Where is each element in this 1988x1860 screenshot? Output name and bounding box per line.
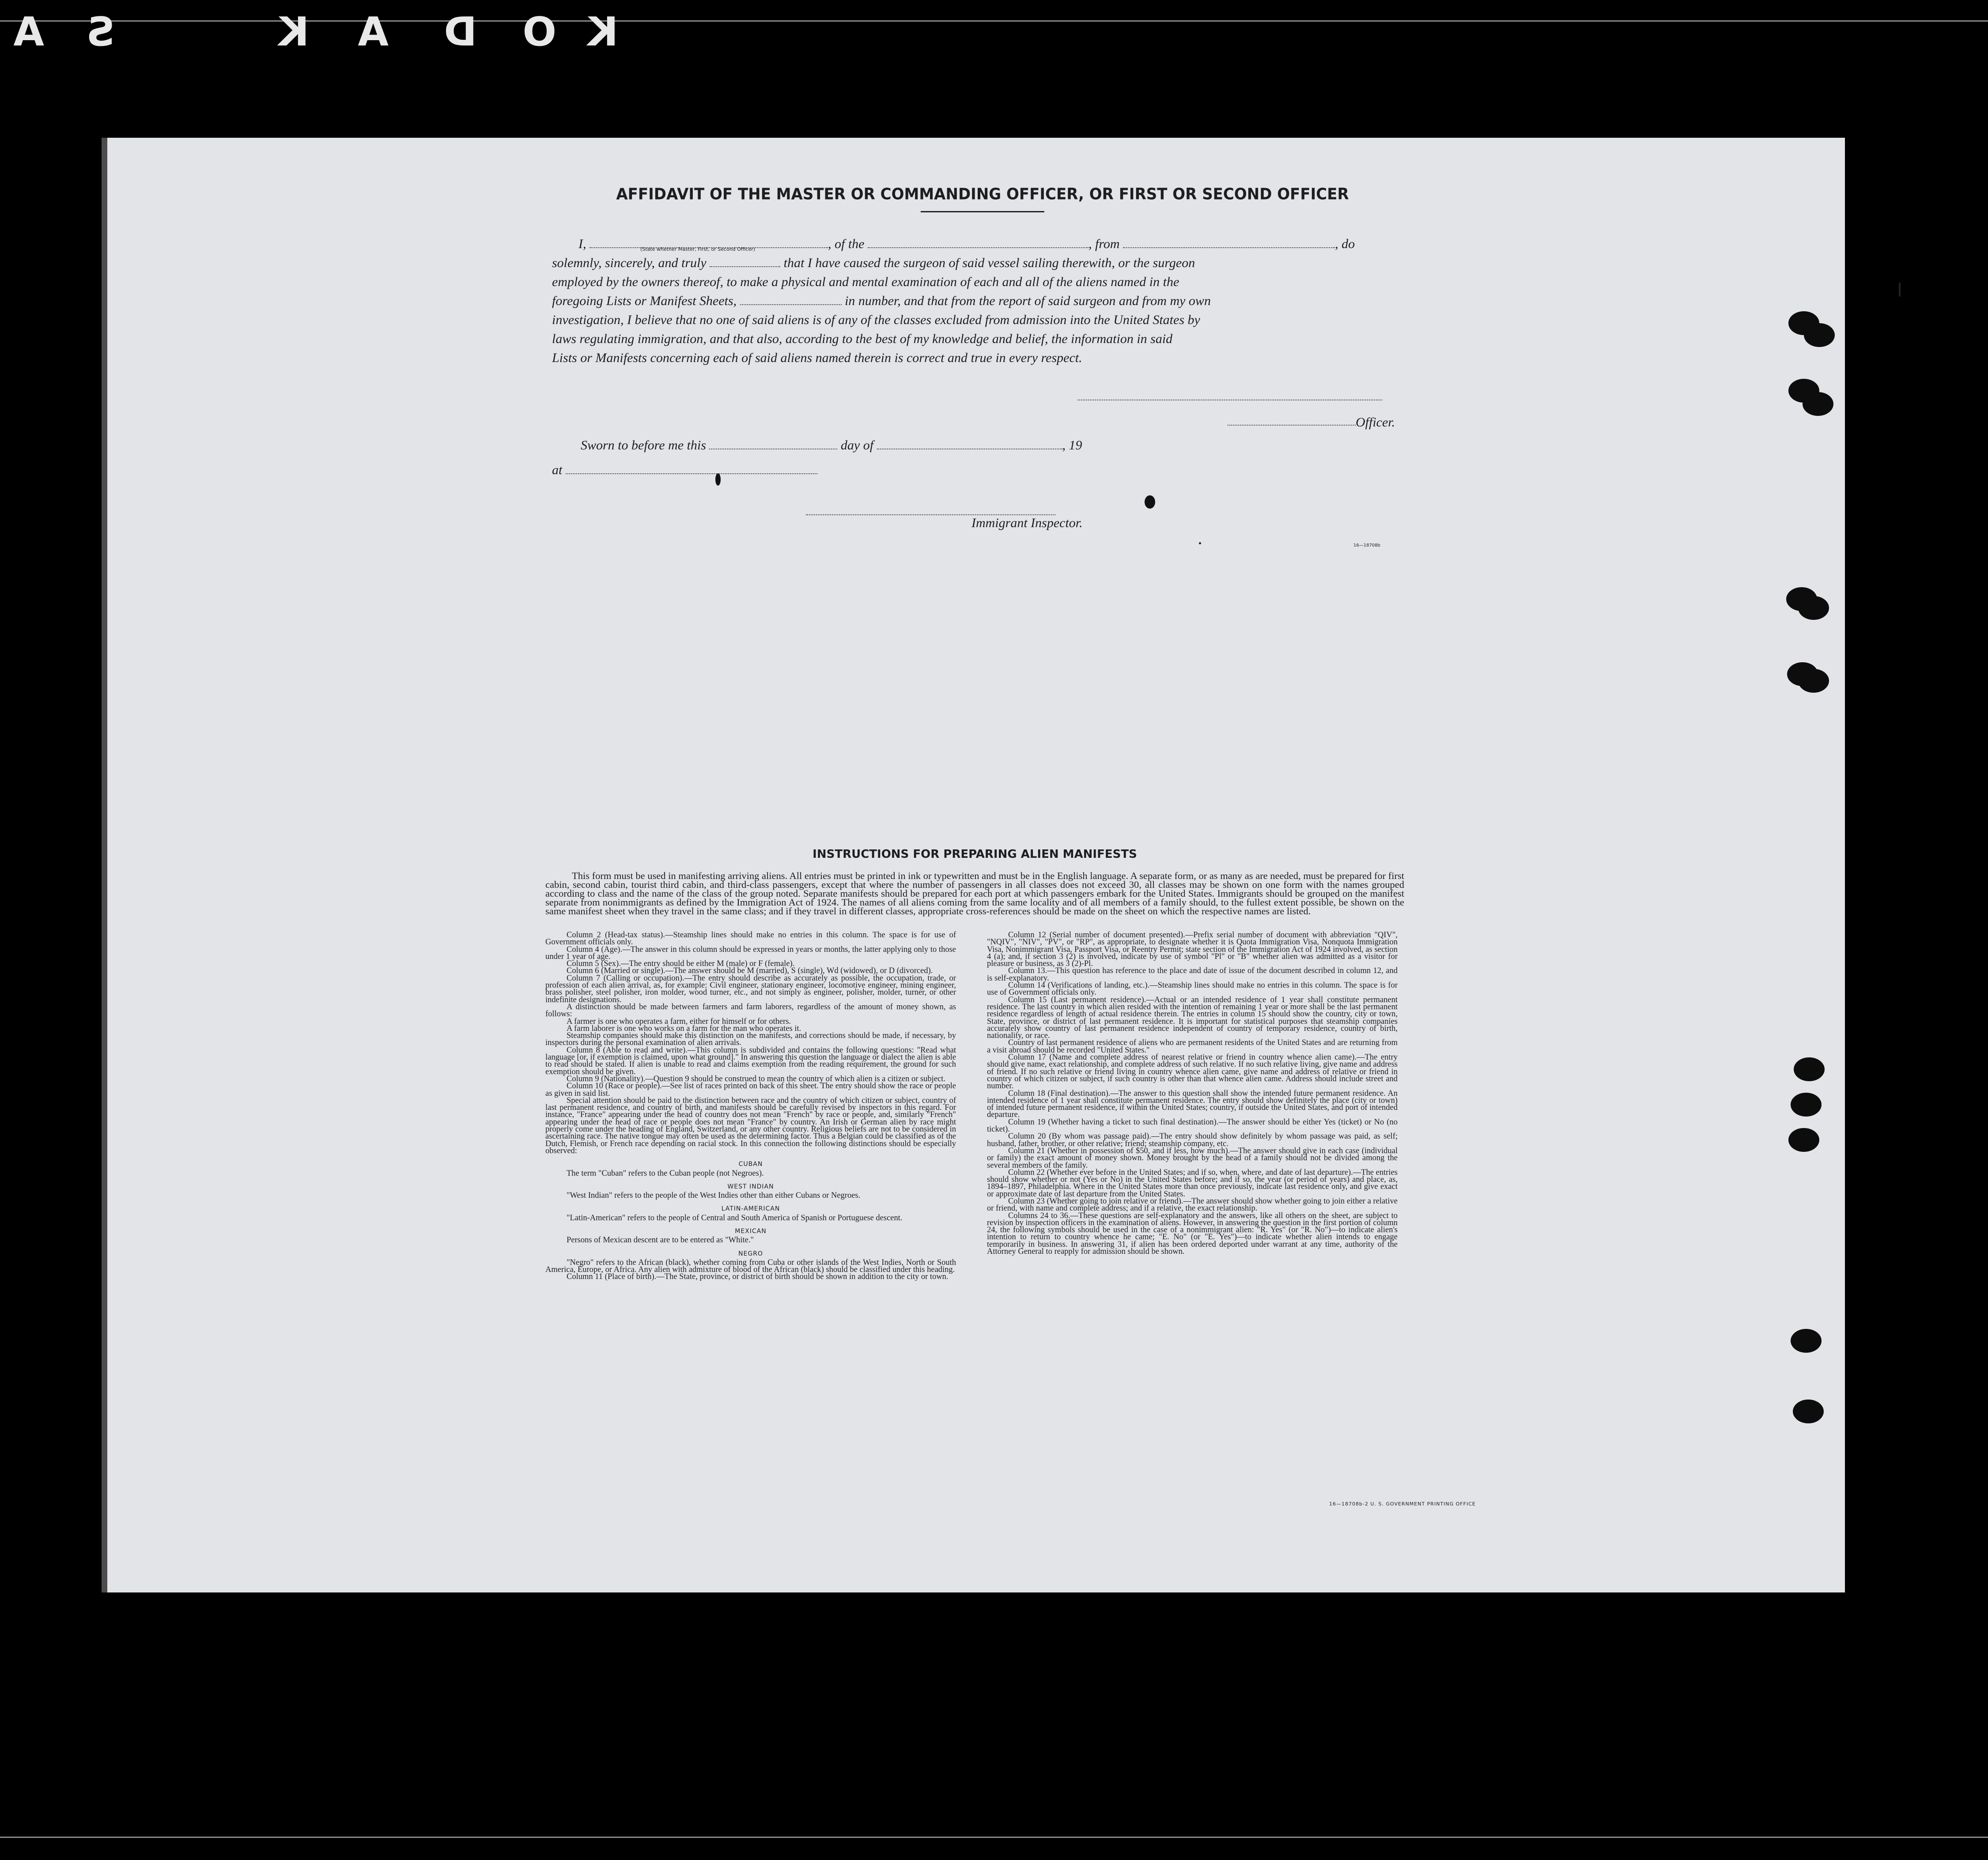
instruction-paragraph: Column 6 (Married or single).—The answer should be M (married), S (single), Wd (widowed), or D (divorced). (567, 966, 933, 976)
definition-text: Persons of Mexican descent are to be entered as "White." (567, 1236, 754, 1245)
instruction-paragraph: Column 15 (Last permanent residence).—Actual or an intended residence of 1 year shall constitute permanent residence. The last country in which alien resided with the intention of remaining 1 year or more shall be the last permanent residence regardless of length of actual residence therein. The entries in column 15 should show the country, city or town, State, province, or district of last permanent residence. It is important for statistical purposes that steamship companies accurately show country of last permanent residence independent of country of temporary residence, country of birth, nationality, or race. (987, 995, 1398, 1041)
instruction-paragraph: Column 18 (Final destination).—The answer to this question shall show the intended future permanent residence. An intended residence of 1 year shall constitute permanent residence. The entry should show definitely the place (city or town) of intended future permanent residence, if within the United States; country, if outside the United States, and port of intended departure. (987, 1089, 1398, 1120)
film-edge-char: D (431, 9, 477, 55)
instruction-paragraph: Column 7 (Calling or occupation).—The entry should describe as accurately as possible, the occupation, trade, or profession of each alien arrival, as, for example: Civil engineer, stationary engineer, locomotive engineer, mining engineer, brass polisher, steel polisher, iron molder, wood turner, etc., and not simply as engineer, polisher, molder, turner, or other indefinite designations. (545, 973, 956, 1004)
film-edge-char: S (73, 9, 115, 55)
punch-hole (1788, 1128, 1819, 1152)
affidavit-text: I, (578, 237, 586, 251)
sheet-shadow (102, 138, 108, 1592)
officer-signature-line[interactable] (1228, 425, 1356, 426)
instruction-paragraph: Column 20 (By whom was passage paid).—The entry should show definitely by whom passage was paid, as self; husband, father, brother, or other relative; friend; steamship company, etc. (987, 1132, 1398, 1148)
punch-hole (1804, 323, 1835, 347)
affidavit-text: , of the (828, 237, 865, 251)
instruction-paragraph: Country of last permanent residence of aliens who are permanent residents of the United States and are returning from a visit abroad should be recorded "United States." (987, 1038, 1398, 1055)
port-field[interactable] (1123, 238, 1335, 248)
day-field[interactable] (709, 439, 837, 449)
sworn-text: , 19 (1062, 438, 1082, 453)
instruction-paragraph: Column 13.—This question has reference to the place and date of issue of the document described in column 12, and is self-explanatory. (987, 966, 1398, 983)
instruction-paragraph: Column 22 (Whether ever before in the United States; and if so, when, where, and date of last departure).—The entries should show whether or not (Yes or No) in the United States before; and if so, the year (or period of years) and place, as, 1894–1897, Philadelphia. Where in the United States more than once previously, indicate last residence only, and give exact or approximate date of last departure from the United States. (987, 1168, 1398, 1199)
affidavit-text: in number, and that from the report of said surgeon and from my own (845, 294, 1211, 308)
film-edge-print (0, 9, 618, 57)
affidavit-title: AFFIDAVIT OF THE MASTER OR COMMANDING OFFICER, OR FIRST OR SECOND OFFICER (616, 185, 1349, 204)
definition-heading: NEGRO (738, 1250, 763, 1257)
punch-hole (1791, 1093, 1822, 1117)
instruction-paragraph: Column 10 (Race or people).—See list of races printed on back of this sheet. The entry should show the race or people as given in said list. (545, 1082, 956, 1098)
punch-hole (1794, 1057, 1825, 1081)
instruction-paragraph: A distinction should be made between farmers and farm laborers, regardless of the amount of money shown, as follows: (545, 1002, 956, 1019)
instruction-paragraph: Steamship companies should make this distinction on the manifests, and corrections should be made, if necessary, by inspectors during the personal examination of alien arrivals. (545, 1031, 956, 1048)
affidavit-section (552, 185, 1413, 367)
definition-text: "Latin-American" refers to the people of Central and South America of Spanish or Portuguese descent. (567, 1213, 903, 1222)
instruction-paragraph: Column 5 (Sex).—The entry should be either M (male) or F (female). (567, 959, 795, 969)
film-edge-char: A (0, 9, 44, 55)
sworn-text: day of (840, 438, 874, 453)
rank-note: (State whether Master, First, or Second Officer) (640, 246, 756, 252)
ink-spot (715, 473, 721, 486)
month-field[interactable] (877, 439, 1062, 449)
definition-heading: LATIN-AMERICAN (721, 1205, 780, 1213)
instructions-section (545, 848, 1404, 1461)
definition-text: The term "Cuban" refers to the Cuban people (not Negroes). (567, 1169, 764, 1178)
sworn-text: Sworn to before me this (581, 438, 706, 453)
instruction-paragraph: Column 23 (Whether going to join relative or friend).—The answer should show whether going to join either a relative or friend, with name and complete address; and if a relative, the exact relationship. (987, 1196, 1398, 1213)
sheet-count-field[interactable] (740, 294, 842, 305)
title-rule (921, 211, 1044, 212)
definition-text: "West Indian" refers to the people of the West Indies other than either Cubans or Negroes. (567, 1191, 861, 1200)
definition-heading: MEXICAN (735, 1227, 767, 1235)
affidavit-text: , from (1088, 237, 1120, 251)
instruction-paragraph: Column 12 (Serial number of document presented).—Prefix serial number of document with abbreviation "QIV", "NQIV", "NIV", "PV", or "RP", as appropriate, to designate whether it is Quota Immigration Visa, Nonquota Immigration Visa, Nonimmigrant Visa, Passport Visa, or Reentry Permit; state section of the Immigration Act of 1924 involved, as section 4 (a); and, if section 3 (2) is involved, indicate by use of symbol "Pl" or "B" whether alien was admitted as a visitor for pleasure or business, as 3 (2)-Pl. (987, 931, 1398, 969)
instruction-paragraph: Column 19 (Whether having a ticket to such final destination).—The answer should be either Yes (ticket) or No (no ticket). (987, 1117, 1398, 1134)
affidavit-text: that I have caused the surgeon of said vessel sailing therewith, or the surgeon (783, 256, 1195, 270)
affidavit-text: employed by the owners thereof, to make a physical and mental examination of each and all of the aliens named in the (552, 275, 1179, 289)
speck (1899, 283, 1901, 297)
instruction-paragraph: Column 2 (Head-tax status).—Steamship lines should make no entries in this column. The space is for use of Government officials only. (545, 931, 956, 947)
instruction-paragraph: A farm laborer is one who works on a farm for the man who operates it. (567, 1024, 801, 1033)
film-strip-bottom (0, 1837, 1988, 1838)
place-field[interactable] (566, 464, 817, 474)
affidavit-body (552, 234, 1413, 367)
instruction-paragraph: Special attention should be paid to the distinction between race and the country of which citizen or subject, country of last permanent residence, and country of birth, and manifests should be carefully revised by inspectors in this regard. For instance, "France" appearing under the head of country does not mean "French" by race or people, and, similarly "French" appearing under the head of race or people does not mean "France" by country. An Irish or German alien by race might properly come under the heading of England, Switzerland, or any other country. Religious beliefs are not to be considered in ascertaining race. The native tongue may often be used as the determining factor. Thus a Belgian could be classified as of the Dutch, Flemish, or French race depending on racial stock. In this connection the following distinctions should be especially observed: (545, 1096, 956, 1155)
film-edge-char: A (344, 9, 389, 55)
printing-office-footer: 16—18708b-2 U. S. GOVERNMENT PRINTING OFFICE (1329, 1501, 1476, 1507)
definition-heading: CUBAN (738, 1161, 763, 1168)
sworn-row (581, 438, 1082, 453)
instruction-columns (545, 932, 1404, 1461)
affidavit-text: foregoing Lists or Manifest Sheets, (552, 294, 737, 308)
instruction-paragraph: Column 11 (Place of birth).—The State, province, or district of birth should be shown in addition to the city or town. (567, 1272, 949, 1282)
instructions-title: INSTRUCTIONS FOR PREPARING ALIEN MANIFESTS (813, 848, 1137, 861)
right-column (987, 932, 1398, 1255)
instruction-paragraph: Column 17 (Name and complete address of nearest relative or friend in country whence alien came).—The entry should give name, exact relationship, and complete address of such relative. If no such relative living, give name and address of friend. If no such relative or friend living in country whence alien came, give name and address of relative or friend in country of which citizen or subject, if such country is other than that whence alien came. Address should include street and number. (987, 1053, 1398, 1091)
film-edge-char: K (574, 9, 618, 55)
punch-hole (1798, 669, 1829, 693)
affidavit-text: Lists or Manifests concerning each of said aliens named therein is correct and true in every respect. (552, 351, 1082, 365)
punch-hole (1793, 1400, 1824, 1423)
definition-heading: WEST INDIAN (727, 1183, 774, 1190)
officer-label: Officer. (1356, 415, 1395, 430)
instruction-paragraph: Column 4 (Age).—The answer in this column should be expressed in years or months, the latter applying only to those under 1 year of age. (545, 945, 956, 961)
speck (1199, 542, 1201, 544)
definition-text: "Negro" refers to the African (black), whether coming from Cuba or other islands of the West Indies, North or South America, Europe, or Africa. Any alien with admixture of blood of the African (black) should be classified under this heading. (545, 1258, 956, 1275)
vessel-name-field[interactable] (868, 238, 1088, 248)
at-label: at (552, 463, 563, 477)
punch-hole (1798, 596, 1829, 620)
affidavit-text: , do (1335, 237, 1355, 251)
film-edge-char: K (265, 9, 309, 55)
instruction-paragraph: Column 14 (Verifications of landing, etc.).—Steamship lines should make no entries in this column. The space is for use of Government officials only. (987, 981, 1398, 997)
affidavit-text: investigation, I believe that no one of said aliens is of any of the classes excluded from admission into the United States by (552, 313, 1200, 327)
instruction-paragraph: Column 8 (Able to read and write).—This column is subdivided and contains the following questions: "Read what language [or, if exemption is claimed, upon what ground]." In answering this question the language or dialect the alien is able to read should be stated. If alien is unable to read and claims exemption from the reading requirement, the ground for such exemption should be given. (545, 1045, 956, 1076)
affidavit-text: laws regulating immigration, and that also, according to the best of my knowledge and belief, the information in said (552, 332, 1173, 346)
punch-hole (1803, 392, 1833, 416)
instruction-paragraph: A farmer is one who operates a farm, either for himself or for others. (567, 1017, 791, 1026)
film-edge-char: O (509, 9, 556, 55)
form-number: 16—18708b (1353, 543, 1380, 548)
inspector-signature-line[interactable] (806, 514, 1055, 515)
instructions-intro: This form must be used in manifesting arriving aliens. All entries must be printed in ink or typewritten and must be in the English language. A separate form, or as many as are needed, must be prepared for first cabin, second cabin, tourist third cabin, and third-class passengers, except that where the number of passengers in all classes does not exceed 30, all classes may be shown on one form with the names grouped according to class and the name of the class of the group noted. Separate manifests should be prepared for each port at which passengers embark for the United States. Immigrants should be grouped on the manifest separate from nonimmigrants as defined by the Immigration Act of 1924. The names of all aliens coming from the same locality and of all members of a family should, to the fullest extent possible, be shown on the same manifest sheet when they travel in the same class; and if they travel in different classes, appropriate cross-references should be made on the sheet on which the respective names are listed. (545, 870, 1404, 917)
instruction-paragraph: Column 9 (Nationality).—Question 9 should be construed to mean the country of which alien is a citizen or subject. (567, 1074, 946, 1083)
ink-spot (1145, 495, 1155, 509)
instruction-paragraph: Columns 24 to 36.—These questions are self-explanatory and the answers, like all others on the sheet, are subject to revision by inspection officers in the examination of aliens. However, in answering the question in the first portion of column 24, the following symbols should be used in the case of a nonimmigrant alien: "R. Yes" (or "R. No")—to indicate alien's intention to return to country whence he came; "E. No" (or "E. Yes")—to indicate whether alien intends to engage temporarily in business. In answering 31, if alien has been ordered deported under warrant at any time, authority of the Attorney General to reapply for admission should be shown. (987, 1211, 1398, 1256)
affirmation-field[interactable] (710, 257, 780, 267)
left-column (545, 932, 956, 1281)
affidavit-text: solemnly, sincerely, and truly (552, 256, 707, 270)
instruction-paragraph: Column 21 (Whether in possession of $50, and if less, how much).—The answer should give in each case (individual or family) the exact amount of money shown. Money brought by the head of a family should not be divided among the several members of the family. (987, 1146, 1398, 1170)
inspector-label: Immigrant Inspector. (971, 516, 1083, 530)
punch-hole (1791, 1329, 1822, 1353)
at-row (552, 463, 817, 478)
